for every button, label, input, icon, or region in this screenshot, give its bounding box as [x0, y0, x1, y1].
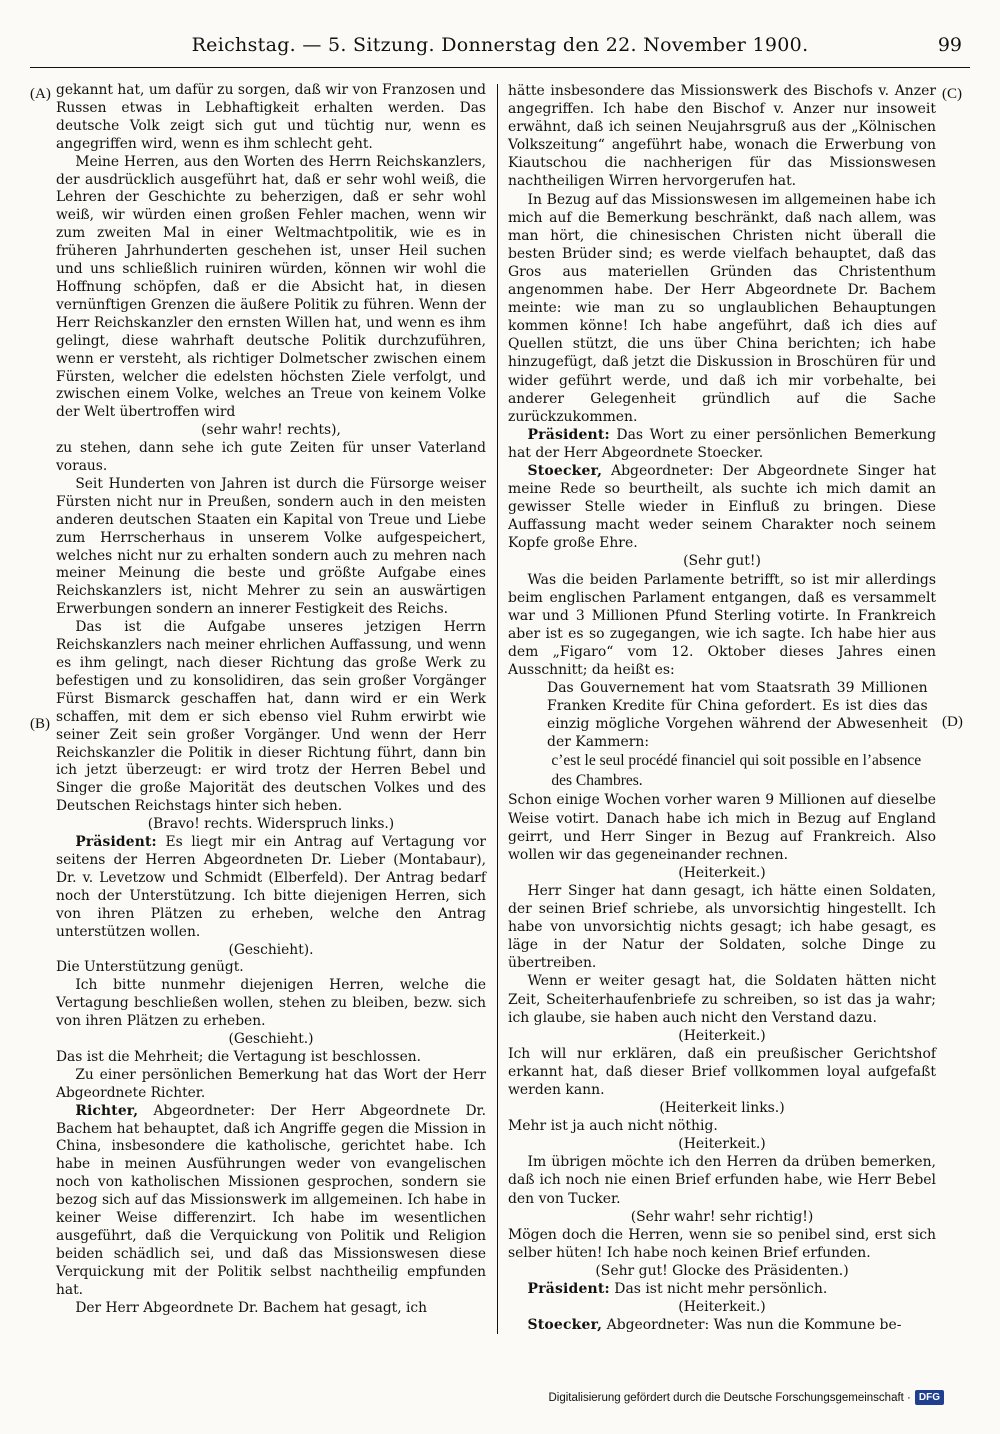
- page-header: [30, 28, 970, 64]
- paragraph: hätte insbesondere das Missionswerk des Bischofs v. Anzer angegriffen. Ich habe den Bischof v. Anzer nur insoweit erwähnt, daß ich seinen Neujahrsgruß aus der „Kölnischen Volkszeitung“ angeführt habe, wonach die Erwerbung von Kiautschou die nachherigen für das Missionswesen nachtheiligen Wirren hervorgerufen hat.: [508, 83, 936, 190]
- paragraph: Der Herr Abgeordnete Dr. Bachem hat gesagt, ich: [75, 1299, 428, 1316]
- speech-text: Es liegt mir ein Antrag auf Vertagung vor seitens der Herren Abgeordneten Dr. Lieber (Montabaur), Dr. v. Levetzow und Schmidt (Elberfeld). Der Antrag bedarf noch der Unterstützung. Ich bitte diejenigen Herren, sich von ihren Plätzen zu erheben, welche den Antrag unterstützen wollen.: [56, 834, 486, 940]
- paragraph: Was die beiden Parlamente betrifft, so ist mir allerdings beim englischen Parlament entgangen, daß es versammelt war und 3 Millionen Pfund Sterling votirte. In Frankreich aber ist es so zugegangen, wie ich sagte. Ich habe hier aus dem „Figaro“ vom 12. Oktober dieses Jahres einen Ausschnitt; da heißt es:: [508, 571, 936, 678]
- margin-marker-a: (A): [30, 86, 51, 102]
- paragraph: Die Unterstützung genügt.: [56, 959, 244, 976]
- interjection: (sehr wahr! rechts),: [201, 422, 341, 439]
- interjection: (Heiterkeit.): [678, 1299, 766, 1316]
- paragraph: Mehr ist ja auch nicht nöthig.: [508, 1118, 718, 1135]
- paragraph: Meine Herren, aus den Worten des Herrn Reichskanzlers, der ausdrücklich ausgeführt hat, daß er sehr wohl weiß, die Lehren der Geschichte zu beherzigen, daß er sehr wohl weiß, wir würden einen großen Fehler machen, wenn wir zum zweiten Mal in einer Weltmachtpolitik, wie es in früheren Jahrhunderten geschehen ist, unser Heil suchen und uns schließlich ruiniren würden, können wir wohl die Hoffnung schöpfen, daß er die Absicht hat, in diesen vernünftigen Grenzen die äußere Politik zu führen. Wenn der Herr Reichskanzler den ernsten Willen hat, und wenn es ihm gelingt, diese wahrhaft deutsche Politik durchzuführen, wenn er versteht, als richtiger Dolmetscher zwischen einem Fürsten, welcher die edelsten höchsten Ziele verfolgt, und zwischen einem Volke, welches an Treue von keinem Volke der Welt übertroffen wird: [56, 153, 486, 421]
- speaker-name: Präsident:: [75, 834, 157, 851]
- right-column: [508, 82, 936, 1334]
- speech-paragraph: [508, 462, 936, 552]
- speech-paragraph: [508, 1280, 936, 1298]
- paragraph: gekannt hat, um dafür zu sorgen, daß wir von Franzosen und Russen etwas in Lebhaftigkeit erhalten werden. Das deutsche Volk zeigt sich gut und tüchtig nur, wenn es angegriffen wird, wenn es ihm schlecht geht.: [56, 82, 486, 152]
- paragraph: Das ist die Mehrheit; die Vertagung ist beschlossen.: [56, 1048, 422, 1065]
- margin-marker-c: (C): [942, 86, 962, 102]
- speaker-name: Richter,: [75, 1102, 139, 1119]
- footer-text: Digitalisierung gefördert durch die Deutsche Forschungsgemeinschaft ·: [548, 1391, 911, 1404]
- interjection: (Geschieht.): [228, 1031, 314, 1048]
- paragraph: Mögen doch die Herren, wenn sie so penibel sind, erst sich selber hüten! Ich habe noch keinen Brief erfunden.: [508, 1226, 936, 1261]
- interjection: (Sehr gut! Glocke des Präsidenten.): [595, 1262, 849, 1279]
- interjection: (Heiterkeit.): [678, 1136, 766, 1153]
- speech-paragraph: [508, 1316, 936, 1334]
- interjection: (Sehr wahr! sehr richtig!): [630, 1208, 814, 1225]
- margin-marker-b: (B): [30, 716, 50, 732]
- paragraph: Wenn er weiter gesagt hat, die Soldaten hätten nicht Zeit, Scheiterhaufenbriefe zu schreiben, so ist das ja wahr; ich glaube, sie haben auch nicht den Verstand dazu.: [508, 973, 936, 1026]
- page-number: 99: [937, 34, 962, 56]
- paragraph: Ich will nur erklären, daß ein preußischer Gerichtshof erkannt hat, daß dieser Brief vollkommen loyal aufgefaßt werden kann.: [508, 1045, 936, 1098]
- paragraph: In Bezug auf das Missionswesen im allgemeinen habe ich mich auf die Bemerkung beschränkt, daß nach allem, was man hört, die chinesischen Christen nicht überall die besten Brüder sind; es werde vielfach behauptet, daß das Gros aus materiellen Gründen das Christenthum angenommen habe. Der Herr Abgeordnete Dr. Bachem meinte: wie man zu so unglaublichen Behauptungen kommen könne! Ich habe angeführt, daß ich dies auf Quellen stützt, die uns über China berichten; ich habe hinzugefügt, daß jetzt die Diskussion in Broschüren für und wider geführt werde, und daß ich mir vorbehalte, bei anderer Gelegenheit gründlich auf die Sache zurückzukommen.: [508, 191, 936, 425]
- block-quote-french: c’est le seul procédé financiel qui soit possible en l’absence des Chambres.: [551, 752, 922, 790]
- header-rule: [30, 67, 970, 68]
- interjection: (Heiterkeit links.): [659, 1100, 785, 1117]
- interjection: (Bravo! rechts. Widerspruch links.): [147, 816, 395, 833]
- speech-text: Abgeordneter: Der Abgeordnete Singer hat meine Rede so beurtheilt, als suchte ich mich damit an gewisser Stelle wieder in Einfluß zu bringen. Diese Auffassung macht weder seinem Charakter noch seinem Kopfe große Ehre.: [508, 462, 937, 552]
- margin-marker-d: (D): [942, 714, 963, 730]
- running-title: Reichstag. — 5. Sitzung. Donnerstag den 22. November 1900.: [191, 34, 809, 56]
- speaker-name: Präsident:: [527, 426, 610, 443]
- speech-paragraph: [56, 1103, 486, 1300]
- speech-paragraph: [56, 834, 486, 941]
- interjection: (Heiterkeit.): [678, 1027, 766, 1044]
- speaker-name: Stoecker,: [527, 1317, 603, 1334]
- paragraph: Zu einer persönlichen Bemerkung hat das Wort der Herr Abgeordnete Richter.: [56, 1066, 486, 1101]
- paragraph: zu stehen, dann sehe ich gute Zeiten für unser Vaterland voraus.: [56, 440, 486, 475]
- speech-text: Abgeordneter: Was nun die Kommune be-: [606, 1317, 902, 1334]
- interjection: (Sehr gut!): [683, 553, 761, 570]
- footer-credit: [548, 1390, 944, 1405]
- speech-paragraph: [508, 426, 936, 462]
- speaker-name: Stoecker,: [527, 462, 603, 479]
- paragraph: Ich bitte nunmehr diejenigen Herren, welche die Vertagung beschließen wollen, stehen zu bleiben, bezw. sich von ihren Plätzen zu erheben.: [56, 977, 486, 1030]
- speaker-name: Präsident:: [527, 1281, 610, 1297]
- paragraph: Seit Hunderten von Jahren ist durch die Fürsorge weiser Fürsten nicht nur in Preußen, sondern auch in den meisten anderen deutschen Staaten ein Kapital von Treue und Liebe zum Herrscherhaus in unserem Volke aufgespeichert, welches nicht nur zu erhalten sondern auch zu mehren nach meiner Meinung die beste und größte Aufgabe eines Reichskanzlers ist, nicht Mehrer zu sein an auswärtigen Erwerbungen sondern an innerer Festigkeit des Reichs.: [56, 475, 486, 618]
- speech-text: Das Wort zu einer persönlichen Bemerkung hat der Herr Abgeordnete Stoecker.: [508, 426, 936, 461]
- paragraph: Im übrigen möchte ich den Herren da drüben bemerken, daß ich noch nie einen Brief erfunden habe, wie Herr Bebel den von Tucker.: [508, 1154, 936, 1207]
- speech-text: Abgeordneter: Der Herr Abgeordnete Dr. Bachem hat behauptet, daß ich Angriffe gegen die Mission in China, insbesondere die katholische, gerichtet habe. Ich habe in meinen Ausführungen weder von evangelischen noch von katholischen Missionen gesprochen, sondern sie bezog sich auf das Missionswerk im allgemeinen. Ich habe in keiner Weise differenzirt. Ich habe im wesentlichen ausgeführt, daß die Verquickung von Politik und Religion beiden schädlich sei, und daß das Missionswesen diese Verquickung mit der Politik selbst nachtheilig empfunden hat.: [56, 1102, 486, 1298]
- speech-text: Das ist nicht mehr persönlich.: [614, 1281, 828, 1297]
- interjection: (Geschieht).: [228, 941, 314, 958]
- column-divider: [497, 84, 498, 1334]
- interjection: (Heiterkeit.): [678, 864, 766, 881]
- paragraph: Herr Singer hat dann gesagt, ich hätte einen Soldaten, der seinen Brief schriebe, als unvorsichtig hingestellt. Ich habe von unvorsichtig nichts gesagt; ich habe gesagt, es läge in der Natur der Soldaten, solche Dinge zu übertreiben.: [508, 882, 936, 972]
- dfg-logo: DFG: [915, 1390, 944, 1405]
- paragraph: Schon einige Wochen vorher waren 9 Millionen auf dieselbe Weise votirt. Danach habe ich mich in Bezug auf England geirrt, und Herr Singer in Bezug auf Frankreich. Also wollen wir das gegeneinander rechnen.: [508, 792, 936, 863]
- paragraph: Das ist die Aufgabe unseres jetzigen Herrn Reichskanzlers nach meiner ehrlichen Auffassung, und wenn es ihm gelingt, nach dieser Richtung das große Werk zu befestigen und zu konsolidiren, das sein großer Vorgänger Fürst Bismarck geschaffen hat, dann wird er ein Werk schaffen, mit dem er sich ebenso viel Ruhm erwirbt wie seiner Zeit sein großer Vorgänger. Und wenn der Herr Reichskanzler die Politik in dieser Richtung führt, dann bin ich jetzt überzeugt: er wird trotz der Herren Bebel und Singer die große Majorität des deutschen Volkes und des Deutschen Reichstags hinter sich heben.: [56, 619, 486, 815]
- block-quote: Das Gouvernement hat vom Staatsrath 39 Millionen Franken Kredite für China gefordert. Es ist dies das einzig mögliche Vorgehen während der Abwesenheit der Kammern:: [547, 680, 928, 751]
- left-column: [56, 82, 486, 1318]
